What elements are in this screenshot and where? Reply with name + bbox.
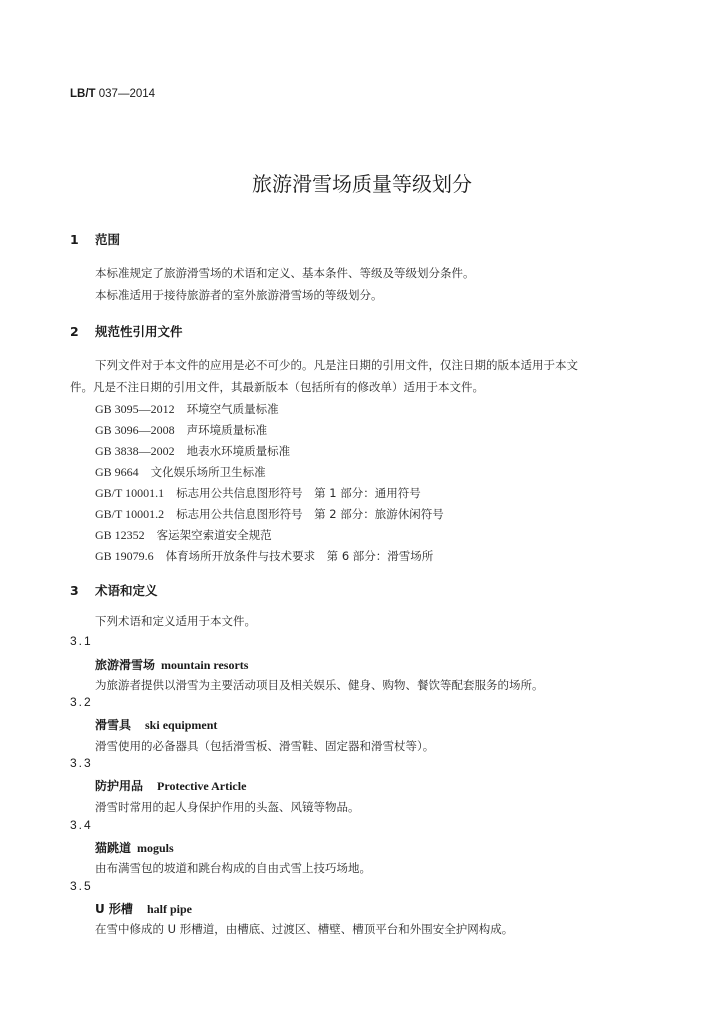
term-number: 3.1 [70,634,93,648]
reference-item [95,485,421,501]
section-2-heading [70,322,183,340]
section-number: 3 [70,583,79,598]
reference-code: GB 12352 [95,528,145,542]
reference-name: 地表水环境质量标准 [186,444,291,458]
term-definition: 在雪中修成的 U 形槽道，由槽底、过渡区、槽壁、槽顶平台和外围安全护网构成。 [95,922,514,936]
section-title: 范围 [95,232,121,247]
term-number: 3.3 [70,756,93,770]
reference-code: GB/T 10001.2 [95,507,165,521]
section-3-heading [70,581,158,599]
term-en: moguls [137,841,174,855]
term-cn: 旅游滑雪场 [95,658,156,672]
reference-item [95,527,272,543]
reference-code: GB 3096—2008 [95,423,175,437]
reference-name: 文化娱乐场所卫生标准 [150,465,266,479]
references-intro-line-2: 件。凡是不注日期的引用文件，其最新版本（包括所有的修改单）适用于本文件。 [70,380,484,394]
standard-code [70,88,155,100]
term-definition: 滑雪使用的必备器具（包括滑雪板、滑雪鞋、固定器和滑雪杖等）。 [95,739,435,753]
term-en: Protective Article [157,779,247,793]
term-number: 3.2 [70,695,93,709]
section-1-heading [70,230,120,248]
standard-code-prefix: LB/T [70,88,96,100]
term-definition: 为旅游者提供以滑雪为主要活动项目及相关娱乐、健身、购物、餐饮等配套服务的场所。 [95,678,544,692]
term-cn: 猫跳道 [95,841,132,855]
section-title: 规范性引用文件 [95,324,183,339]
reference-item [95,401,279,417]
reference-name: 声环境质量标准 [186,423,268,437]
document-title: 旅游滑雪场质量等级划分 [252,172,472,196]
reference-code: GB/T 10001.1 [95,486,165,500]
reference-item [95,422,267,438]
reference-item [95,506,444,522]
term-heading [95,777,246,794]
term-en: half pipe [146,902,192,916]
references-intro-line-1: 下列文件对于本文件的应用是必不可少的。凡是注日期的引用文件，仅注日期的版本适用于本文 [95,358,578,372]
reference-code: GB 3838—2002 [95,444,175,458]
term-definition: 由布满雪包的坡道和跳台构成的自由式雪上技巧场地。 [95,861,371,875]
standard-code-number: 037—2014 [98,88,156,100]
reference-name: 体育场所开放条件与技术要求 第 6 部分：滑雪场所 [165,549,434,563]
reference-name: 标志用公共信息图形符号 第 1 部分：通用符号 [176,486,421,500]
section-number: 2 [70,324,79,339]
term-en: mountain resorts [161,658,249,672]
reference-name: 标志用公共信息图形符号 第 2 部分：旅游休闲符号 [176,507,444,521]
reference-name: 客运架空索道安全规范 [156,528,272,542]
scope-paragraph-1: 本标准规定了旅游滑雪场的术语和定义、基本条件、等级及等级划分条件。 [95,266,475,280]
term-en: ski equipment [145,718,218,732]
term-heading [95,839,174,856]
reference-item [95,464,266,480]
term-heading [95,656,248,673]
reference-code: GB 3095—2012 [95,402,175,416]
reference-code: GB 19079.6 [95,549,154,563]
section-title: 术语和定义 [95,583,158,598]
reference-name: 环境空气质量标准 [186,402,279,416]
term-heading [95,716,217,733]
terms-intro: 下列术语和定义适用于本文件。 [95,614,256,628]
section-number: 1 [70,232,79,247]
term-cn: 滑雪具 [95,718,132,732]
term-cn: 防护用品 [95,779,144,793]
scope-paragraph-2: 本标准适用于接待旅游者的室外旅游滑雪场的等级划分。 [95,288,383,302]
reference-code: GB 9664 [95,465,139,479]
term-cn: U 形槽 [95,902,133,916]
reference-item [95,443,290,459]
reference-item [95,548,433,564]
term-number: 3.5 [70,879,93,893]
term-number: 3.4 [70,818,93,832]
term-heading [95,900,192,917]
term-definition: 滑雪时常用的起人身保护作用的头盔、风镜等物品。 [95,800,360,814]
